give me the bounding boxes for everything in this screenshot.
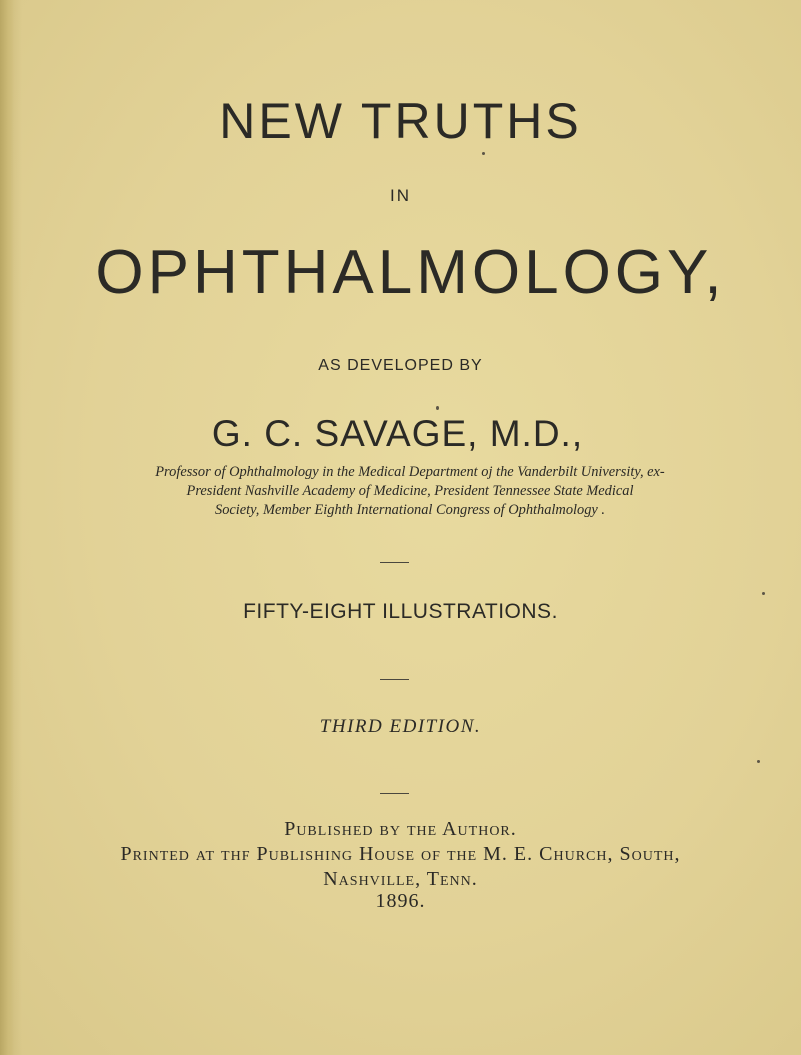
place-line: Nashville, Tenn. xyxy=(323,868,478,890)
published-by-line: Published by the Author. xyxy=(284,818,517,840)
credentials-line-2: President Nashville Academy of Medicine, President Tennessee State Medical xyxy=(186,483,634,499)
ink-speck xyxy=(757,760,760,763)
illustrations-count: FIFTY-EIGHT ILLUSTRATIONS. xyxy=(243,600,558,623)
ink-speck xyxy=(436,406,439,410)
publication-year: 1896. xyxy=(375,890,426,912)
credentials-line-1: Professor of Ophthalmology in the Medical Department oj the Vanderbilt University, ex- xyxy=(155,464,665,480)
credentials-line-3: Society, Member Eighth International Congress of Ophthalmology . xyxy=(215,502,605,518)
author-name: G. C. SAVAGE, M.D., xyxy=(211,413,584,454)
printer-line: Printed at thf Publishing House of the M. E. Church, South, xyxy=(120,843,681,865)
ink-speck xyxy=(482,152,485,155)
title-connector: IN xyxy=(390,186,411,205)
divider-rule-1 xyxy=(380,562,409,563)
divider-rule-2 xyxy=(380,679,409,680)
developed-by-label: AS DEVELOPED BY xyxy=(318,357,483,374)
title-line-1: NEW TRUTHS xyxy=(219,93,582,149)
divider-rule-3 xyxy=(380,793,409,794)
ink-speck xyxy=(762,592,765,595)
edition-label: THIRD EDITION. xyxy=(319,716,482,737)
author-credentials xyxy=(100,463,720,520)
title-line-2: OPHTHALMOLOGY, xyxy=(95,238,726,307)
